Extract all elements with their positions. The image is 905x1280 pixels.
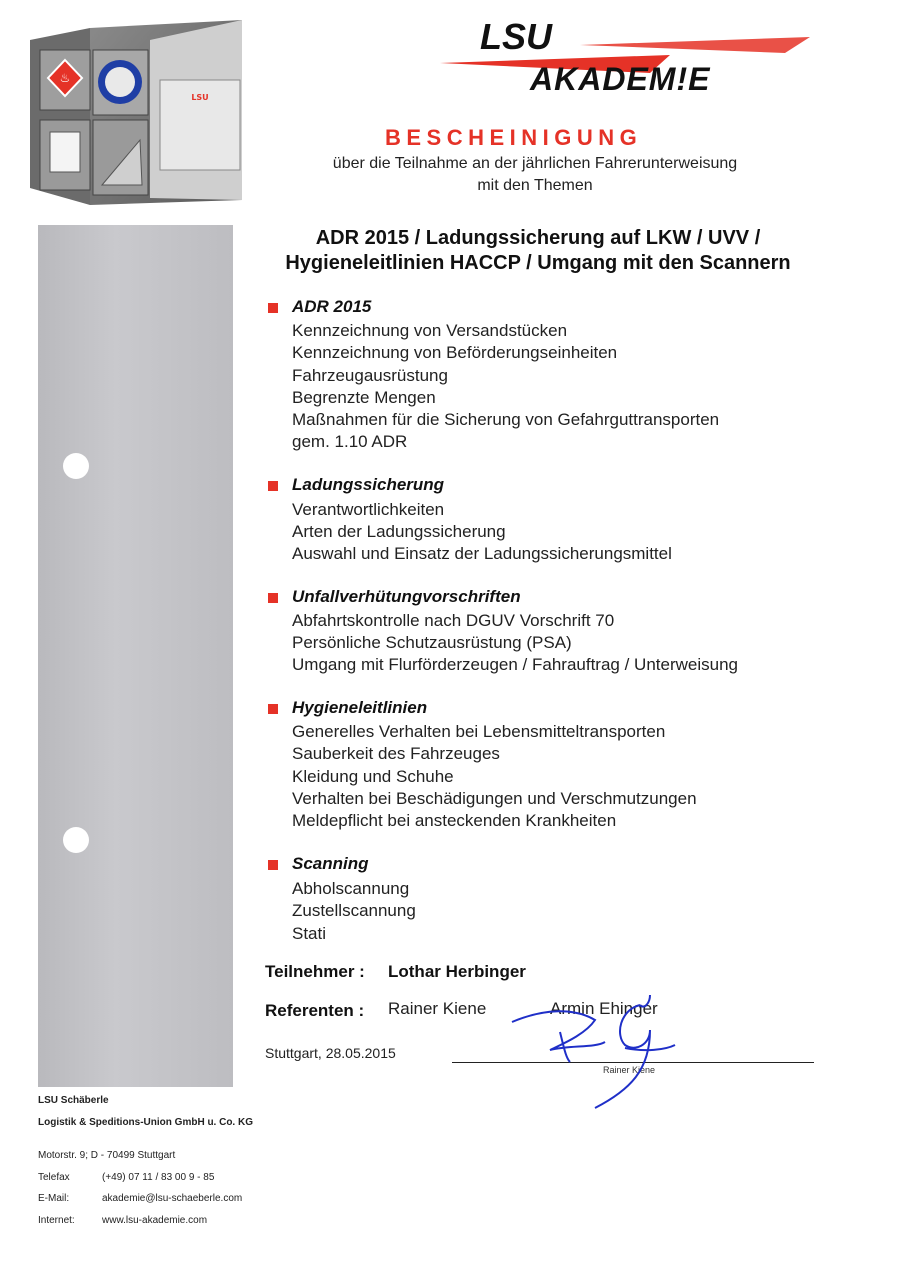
footer-internet-value: www.lsu-akademie.com [102,1215,208,1226]
footer-company-1: LSU Schäberle [38,1095,109,1106]
list-item: Auswahl und Einsatz der Ladungssicherungsmittel [292,544,672,563]
cube-logo-image [30,20,242,205]
bullet-square-icon [268,481,278,491]
footer-email-value: akademie@lsu-schaeberle.com [102,1193,243,1204]
referent-name-1: Rainer Kiene [388,999,487,1018]
page-title: BESCHEINIGUNG [385,125,643,150]
bullet-square-icon [268,593,278,603]
bullet-square-icon [268,303,278,313]
list-item: Umgang mit Flurförderzeugen / Fahrauftrag / Unterweisung [292,655,738,674]
handwritten-signature [500,990,690,1115]
list-item: Kleidung und Schuhe [292,767,454,786]
list-item: Abholscannung [292,879,410,898]
punch-hole-bottom [63,827,89,853]
list-item: Kennzeichnung von Beförderungseinheiten [292,343,618,362]
list-item: Begrenzte Mengen [292,388,436,407]
participant-label: Teilnehmer : [265,962,365,981]
footer-telefax-label: Telefax [38,1172,70,1183]
list-item: Maßnahmen für die Sicherung von Gefahrguttransporten [292,410,720,429]
list-item: Verantwortlichkeiten [292,500,445,519]
footer-email-label: E-Mail: [38,1193,70,1204]
list-item: Fahrzeugausrüstung [292,366,448,385]
list-item: Kennzeichnung von Versandstücken [292,321,568,340]
list-item: gem. 1.10 ADR [292,432,408,451]
themes-line2: Hygieneleitlinien HACCP / Umgang mit den Scannern [285,252,791,274]
footer-telefax-value: (+49) 07 11 / 83 00 9 - 85 [102,1172,215,1183]
logo-line2: AKADEM!E [530,61,711,95]
list-item: Sauberkeit des Fahrzeuges [292,744,500,763]
footer-internet-label: Internet: [38,1215,75,1226]
section-heading-scanning: Scanning [268,854,369,874]
place-date: Stuttgart, 28.05.2015 [265,1045,396,1061]
side-strip [38,225,233,1087]
punch-hole-top [63,453,89,479]
lsu-akademie-logo [440,15,810,95]
list-item: Persönliche Schutzausrüstung (PSA) [292,633,572,652]
list-item: Zustellscannung [292,901,416,920]
list-item: Generelles Verhalten bei Lebensmitteltransporten [292,722,666,741]
referent-name-2: Armin Ehinger [550,999,658,1018]
section-heading-hygiene: Hygieneleitlinien [268,698,427,718]
bullet-square-icon [268,704,278,714]
bullet-square-icon [268,860,278,870]
svg-text:♨: ♨ [59,71,71,85]
themes-line1: ADR 2015 / Ladungssicherung auf LKW / UVV / [315,227,761,249]
list-item: Arten der Ladungssicherung [292,522,506,541]
subtitle-line2: mit den Themen [477,177,593,194]
list-item: Abfahrtskontrolle nach DGUV Vorschrift 70 [292,611,615,630]
section-heading-ladungssicherung: Ladungssicherung [268,475,444,495]
logo-line1: LSU [480,16,552,57]
section-heading-adr: ADR 2015 [268,297,371,317]
signature-caption: Rainer Kiene [603,1065,656,1075]
list-item: Verhalten bei Beschädigungen und Verschmutzungen [292,789,697,808]
footer-address: Motorstr. 9; D - 70499 Stuttgart [38,1150,176,1161]
list-item: Stati [292,924,327,943]
section-heading-uvv: Unfallverhütungvorschriften [268,587,521,607]
svg-text:LSU: LSU [191,93,209,102]
participant-name: Lothar Herbinger [388,962,526,981]
footer-company-2: Logistik & Speditions-Union GmbH u. Co. KG [38,1117,253,1128]
subtitle-line1: über die Teilnahme an der jährlichen Fahrerunterweisung [332,155,738,172]
referents-label: Referenten : [265,1001,365,1020]
list-item: Meldepflicht bei ansteckenden Krankheiten [292,811,617,830]
